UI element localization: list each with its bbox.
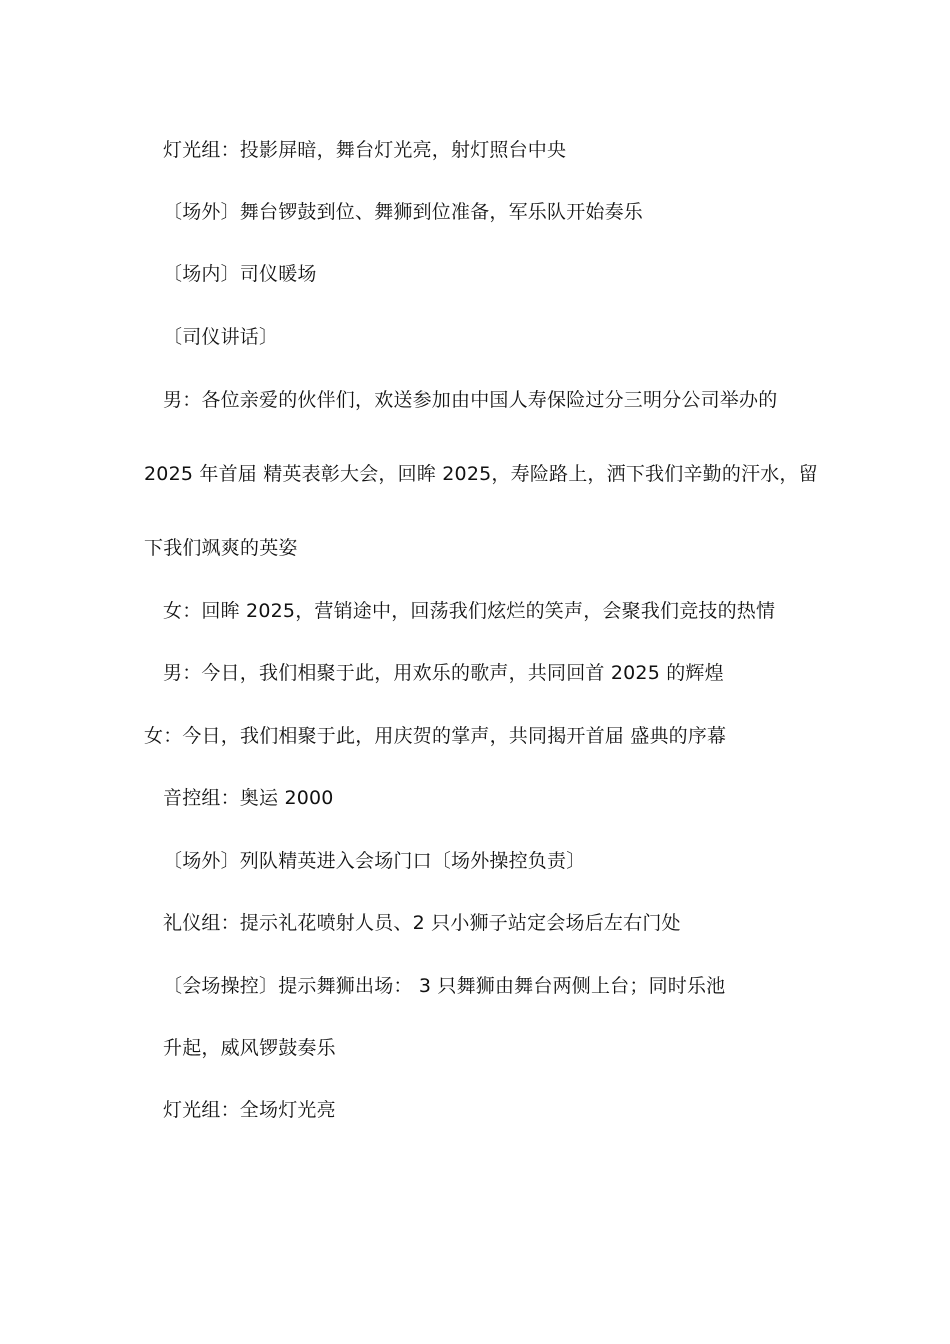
text-line: 〔会场操控〕提示舞狮出场： 3 只舞狮由舞台两侧上台；同时乐池 bbox=[163, 975, 726, 997]
text-line: 〔司仪讲话〕 bbox=[163, 326, 279, 348]
text-line: 礼仪组：提示礼花喷射人员、2 只小狮子站定会场后左右门处 bbox=[163, 912, 681, 934]
text-line: 灯光组：全场灯光亮 bbox=[163, 1099, 336, 1121]
text-line: 〔场内〕司仪暖场 bbox=[163, 263, 317, 285]
text-line: 升起，威风锣鼓奏乐 bbox=[163, 1037, 336, 1059]
text-line: 女：今日，我们相聚于此，用庆贺的掌声，共同揭开首届 盛典的序幕 bbox=[144, 725, 727, 747]
text-line: 灯光组：投影屏暗，舞台灯光亮，射灯照台中央 bbox=[163, 139, 567, 161]
text-line: 〔场外〕列队精英进入会场门口〔场外操控负责〕 bbox=[163, 850, 586, 872]
text-line: 音控组：奥运 2000 bbox=[163, 787, 334, 809]
text-line: 〔场外〕舞台锣鼓到位、舞狮到位准备，军乐队开始奏乐 bbox=[163, 201, 644, 223]
text-line: 男：今日，我们相聚于此，用欢乐的歌声，共同回首 2025 的辉煌 bbox=[163, 662, 724, 684]
text-line: 2025 年首届 精英表彰大会，回眸 2025，寿险路上，洒下我们辛勤的汗水，留 bbox=[144, 463, 818, 485]
text-line: 下我们飒爽的英姿 bbox=[144, 537, 298, 559]
text-line: 女：回眸 2025，营销途中，回荡我们炫烂的笑声，会聚我们竞技的热情 bbox=[163, 600, 776, 622]
text-line: 男：各位亲爱的伙伴们，欢送参加由中国人寿保险过分三明分公司举办的 bbox=[163, 389, 778, 411]
